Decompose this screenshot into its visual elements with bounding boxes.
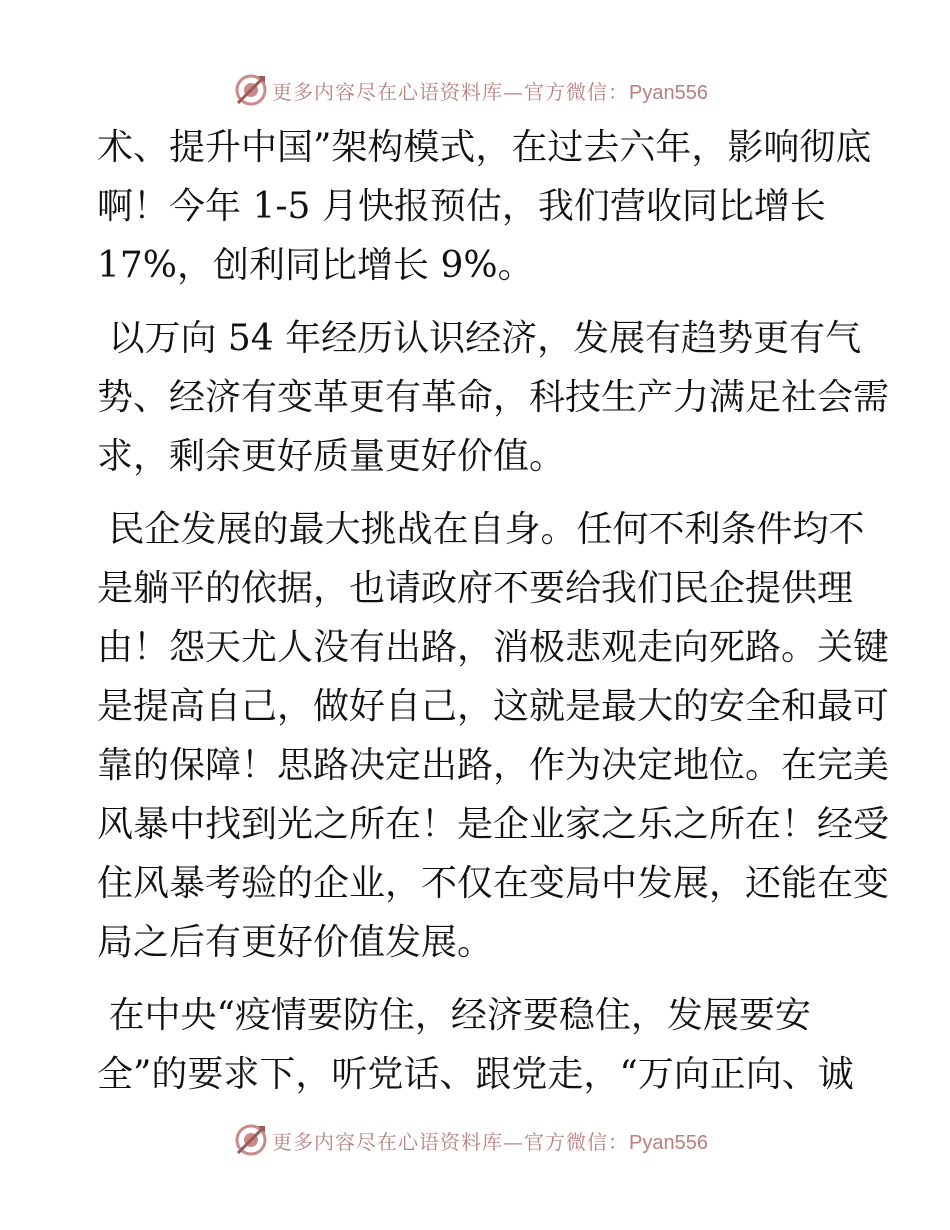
- paragraph: [97, 309, 890, 486]
- text-line: 是提高自己，做好自己，这就是最大的安全和最可: [97, 686, 890, 727]
- wechat-id: Pyan556: [629, 1131, 708, 1154]
- watermark-text: 更多内容尽在心语资料库—官方微信：: [272, 79, 629, 104]
- footer-watermark: [234, 1120, 714, 1160]
- paragraph: [97, 118, 872, 295]
- wechat-id: Pyan556: [629, 81, 708, 104]
- text-line: 民企发展的最大挑战在自身。任何不利条件均不: [97, 509, 865, 550]
- text-line: 是躺平的依据，也请政府不要给我们民企提供理: [97, 568, 854, 609]
- text-line: 以万向 54 年经历认识经济，发展有趋势更有气: [97, 318, 862, 359]
- text-line: 住风暴考验的企业，不仅在变局中发展，还能在变: [97, 863, 890, 904]
- text-line: 17%，创利同比增长 9%。: [97, 245, 534, 286]
- header-watermark: [234, 70, 714, 110]
- paragraph: [97, 986, 853, 1104]
- text-line: 全”的要求下，听党话、跟党走，“万向正向、诚: [97, 1054, 854, 1095]
- text-line: 风暴中找到光之所在！是企业家之乐之所在！经受: [97, 804, 890, 845]
- watermark-text: 更多内容尽在心语资料库—官方微信：: [272, 1129, 629, 1154]
- paragraph: [97, 500, 890, 972]
- text-line: 啊！今年 1-5 月快报预估，我们营收同比增长: [97, 186, 826, 227]
- text-line: 在中央“疫情要防住，经济要稳住，发展要安: [97, 995, 811, 1036]
- logo-icon: [234, 73, 268, 107]
- text-line: 靠的保障！思路决定出路，作为决定地位。在完美: [97, 745, 890, 786]
- text-line: 局之后有更好价值发展。: [97, 922, 494, 963]
- document-body: [97, 118, 890, 1104]
- text-line: 由！怨天尤人没有出路，消极悲观走向死路。关键: [97, 627, 890, 668]
- text-line: 术、提升中国”架构模式，在过去六年，影响彻底: [97, 127, 872, 168]
- logo-icon: [234, 1123, 268, 1157]
- text-line: 求，剩余更好质量更好价值。: [97, 436, 566, 477]
- text-line: 势、经济有变革更有革命，科技生产力满足社会需: [97, 377, 890, 418]
